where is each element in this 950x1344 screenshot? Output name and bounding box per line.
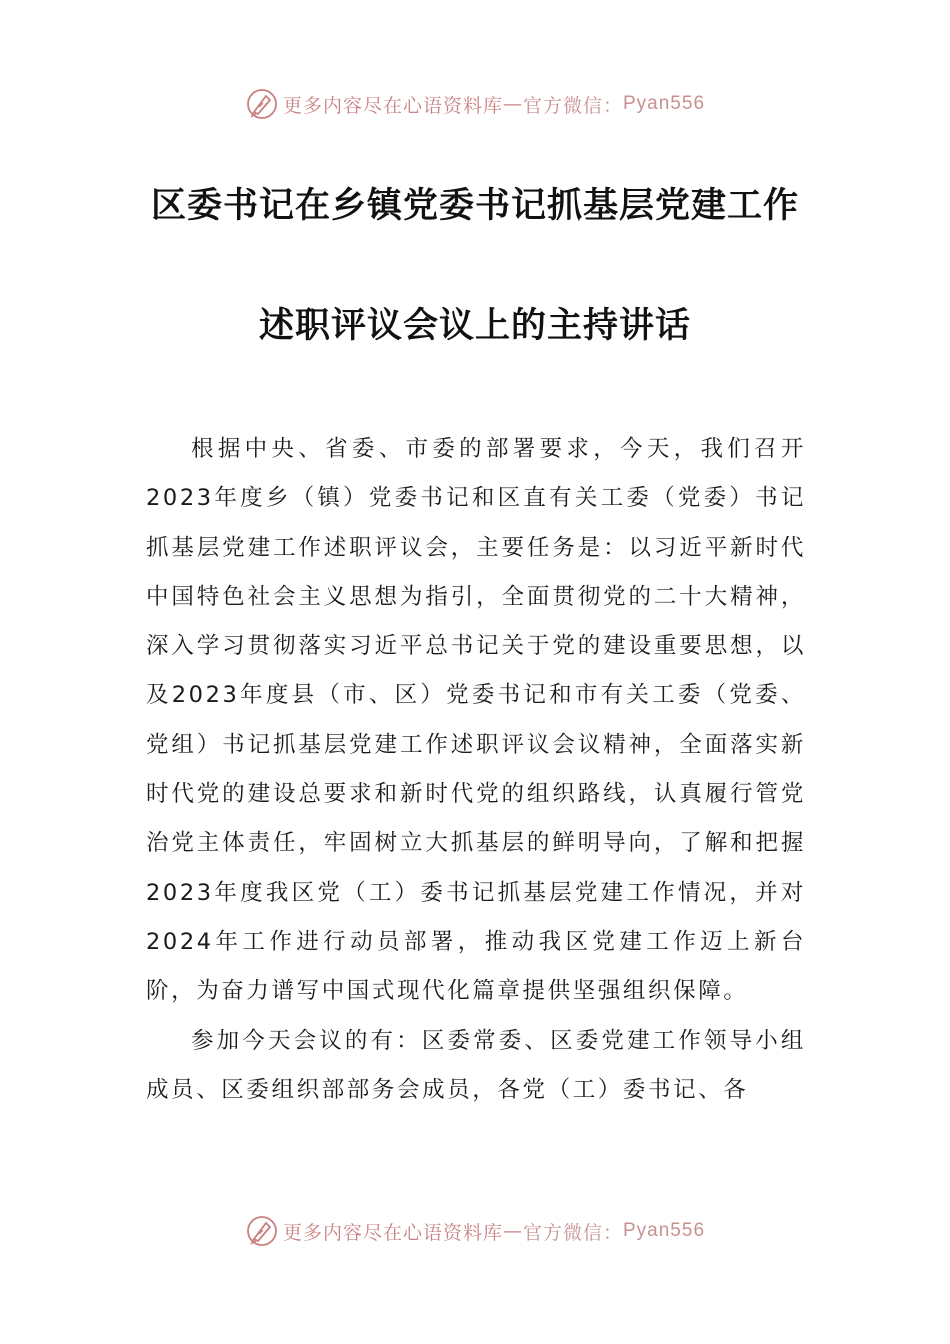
paragraph: 根据中央、省委、市委的部署要求，今天，我们召开2023年度乡（镇）党委书记和区直有关工委（党委）书记抓基层党建工作述职评议会，主要任务是：以习近平新时代中国特色社会主义思想为指引，全面贯彻党的二十大精神，深入学习贯彻落实习近平总书记关于党的建设重要思想，以及2023年度县（市、区）党委书记和市有关工委（党委、党组）书记抓基层党建工作述职评议会议精神，全面落实新时代党的建设总要求和新时代党的组织路线，认真履行管党治党主体责任，牢固树立大抓基层的鲜明导向，了解和把握2023年度我区党（工）委书记抓基层党建工作情况，并对2024年工作进行动员部署，推动我区党建工作迈上新台阶，为奋力谱写中国式现代化篇章提供坚强组织保障。 (146, 436, 806, 1005)
footer-banner (0, 1211, 950, 1251)
pen-nib-logo-icon (245, 1214, 279, 1248)
banner-wechat-label: 官方微信： (522, 1221, 623, 1244)
header-banner (0, 84, 950, 124)
banner-wechat-id: Pyan556 (623, 93, 706, 114)
pen-nib-logo-icon (245, 87, 279, 121)
banner-brand-text: 更多内容尽在心语资料库 (282, 1221, 503, 1244)
banner-dash: — (502, 93, 523, 115)
paragraph: 参加今天会议的有：区委常委、区委党建工作领导小组成员、区委组织部部务会成员，各党（工）委书记、各 (146, 1027, 806, 1103)
banner-brand-text: 更多内容尽在心语资料库 (282, 94, 503, 117)
document-title-line-1: 区委书记在乡镇党委书记抓基层党建工作 (150, 186, 799, 226)
banner-wechat-label: 官方微信： (522, 94, 623, 117)
banner-dash: — (502, 1220, 523, 1242)
document-body (146, 425, 806, 1115)
banner-wechat-id: Pyan556 (623, 1220, 706, 1241)
document-title-line-2: 述职评议会议上的主持讲话 (258, 306, 691, 346)
